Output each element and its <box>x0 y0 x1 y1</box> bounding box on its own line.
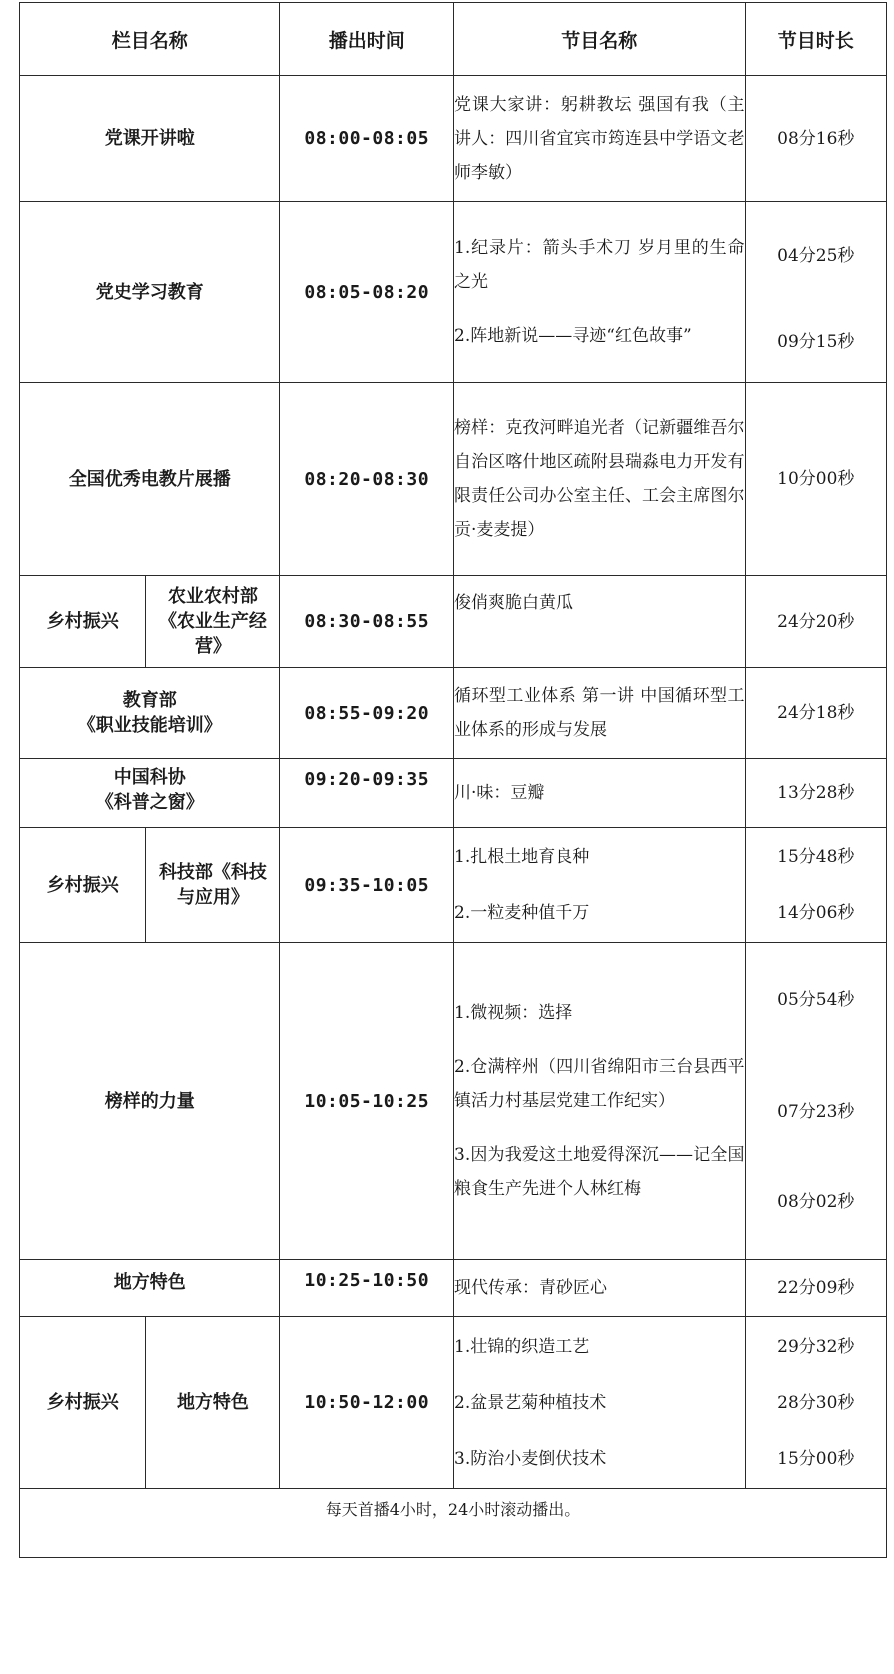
program-item: 1.扎根土地育良种 <box>454 847 590 867</box>
duration-cell <box>745 76 886 202</box>
duration-item: 15分48秒 <box>777 847 855 867</box>
table-row <box>20 202 887 383</box>
program-item: 2.一粒麦种值千万 <box>454 903 590 923</box>
duration-item: 05分54秒 <box>777 990 855 1010</box>
duration-cell <box>745 668 886 759</box>
program-item: 榜样：克孜河畔追光者（记新疆维吾尔自治区喀什地区疏附县瑞淼电力开发有限责任公司办公室主任、工会主席图尔贡·麦麦提） <box>454 418 745 540</box>
air-time-cell: 10:25-10:50 <box>280 1260 454 1317</box>
air-time-cell: 10:50-12:00 <box>280 1317 454 1489</box>
table-row <box>20 383 887 576</box>
table-row <box>20 943 887 1260</box>
duration-cell <box>745 1260 886 1317</box>
column-name-cell: 乡村振兴 <box>20 1317 146 1489</box>
header-column-name: 栏目名称 <box>20 3 280 76</box>
table-row <box>20 576 887 668</box>
duration-cell <box>745 943 886 1260</box>
duration-item: 04分25秒 <box>777 246 855 266</box>
duration-item: 08分02秒 <box>777 1192 855 1212</box>
duration-cell <box>745 383 886 576</box>
duration-cell <box>745 1317 886 1489</box>
program-item: 1.纪录片：箭头手术刀 岁月里的生命之光 <box>454 238 745 292</box>
header-air-time: 播出时间 <box>280 3 454 76</box>
program-cell <box>454 828 745 943</box>
duration-cell <box>745 576 886 668</box>
table-row <box>20 759 887 828</box>
air-time-cell: 10:05-10:25 <box>280 943 454 1260</box>
duration-item: 24分18秒 <box>777 703 855 723</box>
air-time-cell: 08:00-08:05 <box>280 76 454 202</box>
duration-cell <box>745 828 886 943</box>
duration-item: 24分20秒 <box>777 611 855 632</box>
header-row <box>20 3 887 76</box>
header-program-name: 节目名称 <box>454 3 745 76</box>
program-cell <box>454 76 745 202</box>
air-time-cell: 08:30-08:55 <box>280 576 454 668</box>
duration-item: 13分28秒 <box>777 783 855 803</box>
column-name-cell: 地方特色 <box>20 1260 280 1317</box>
sub-column-name-cell: 科技部《科技与应用》 <box>146 828 280 943</box>
column-name-cell: 乡村振兴 <box>20 828 146 943</box>
air-time-cell: 08:55-09:20 <box>280 668 454 759</box>
program-cell <box>454 943 745 1260</box>
duration-item: 09分15秒 <box>777 332 855 352</box>
program-item: 2.仓满梓州（四川省绵阳市三台县西平镇活力村基层党建工作纪实） <box>454 1057 745 1111</box>
duration-item: 07分23秒 <box>777 1102 855 1122</box>
program-item: 3.因为我爱这土地爱得深沉——记全国粮食生产先进个人林红梅 <box>454 1145 745 1199</box>
column-name-cell: 教育部 《职业技能培训》 <box>20 668 280 759</box>
program-cell <box>454 1260 745 1317</box>
program-item: 1.微视频：选择 <box>454 1003 573 1023</box>
program-item: 现代传承：青砂匠心 <box>454 1278 608 1298</box>
header-duration: 节目时长 <box>745 3 886 76</box>
sub-column-name-cell: 地方特色 <box>146 1317 280 1489</box>
duration-item: 15分00秒 <box>777 1448 855 1469</box>
duration-cell <box>745 202 886 383</box>
air-time-cell: 08:20-08:30 <box>280 383 454 576</box>
table-row <box>20 668 887 759</box>
program-item: 2.阵地新说——寻迹“红色故事” <box>454 326 692 346</box>
program-item: 3.防治小麦倒伏技术 <box>454 1448 607 1469</box>
duration-item: 28分30秒 <box>777 1392 855 1413</box>
program-item: 党课大家讲：躬耕教坛 强国有我（主讲人：四川省宜宾市筠连县中学语文老师李敏） <box>454 94 745 183</box>
schedule-page <box>19 2 887 1558</box>
column-name-cell: 榜样的力量 <box>20 943 280 1260</box>
program-cell <box>454 202 745 383</box>
program-cell <box>454 1317 745 1489</box>
table-row <box>20 828 887 943</box>
program-item: 循环型工业体系 第一讲 中国循环型工业体系的形成与发展 <box>454 686 745 740</box>
footer-row <box>20 1489 887 1558</box>
program-item: 2.盆景艺菊种植技术 <box>454 1392 607 1413</box>
sub-column-name-cell: 农业农村部《农业生产经营》 <box>146 576 280 668</box>
duration-item: 10分00秒 <box>777 469 855 489</box>
table-row <box>20 1317 887 1489</box>
program-cell <box>454 668 745 759</box>
program-item: 1.壮锦的织造工艺 <box>454 1336 590 1357</box>
air-time-cell: 09:20-09:35 <box>280 759 454 828</box>
program-item: 川·味：豆瓣 <box>454 783 545 803</box>
duration-cell <box>745 759 886 828</box>
column-name-cell: 乡村振兴 <box>20 576 146 668</box>
table-row <box>20 1260 887 1317</box>
column-name-cell: 党课开讲啦 <box>20 76 280 202</box>
program-item: 俊俏爽脆白黄瓜 <box>454 592 574 613</box>
program-cell <box>454 759 745 828</box>
footer-note: 每天首播4小时，24小时滚动播出。 <box>20 1489 887 1558</box>
program-cell <box>454 576 745 668</box>
table-row <box>20 76 887 202</box>
duration-item: 22分09秒 <box>777 1278 855 1298</box>
schedule-table <box>19 2 887 1558</box>
duration-item: 14分06秒 <box>777 903 855 923</box>
air-time-cell: 08:05-08:20 <box>280 202 454 383</box>
column-name-cell: 中国科协 《科普之窗》 <box>20 759 280 828</box>
duration-item: 29分32秒 <box>777 1336 855 1357</box>
column-name-cell: 全国优秀电教片展播 <box>20 383 280 576</box>
air-time-cell: 09:35-10:05 <box>280 828 454 943</box>
duration-item: 08分16秒 <box>777 128 855 149</box>
program-cell <box>454 383 745 576</box>
column-name-cell: 党史学习教育 <box>20 202 280 383</box>
